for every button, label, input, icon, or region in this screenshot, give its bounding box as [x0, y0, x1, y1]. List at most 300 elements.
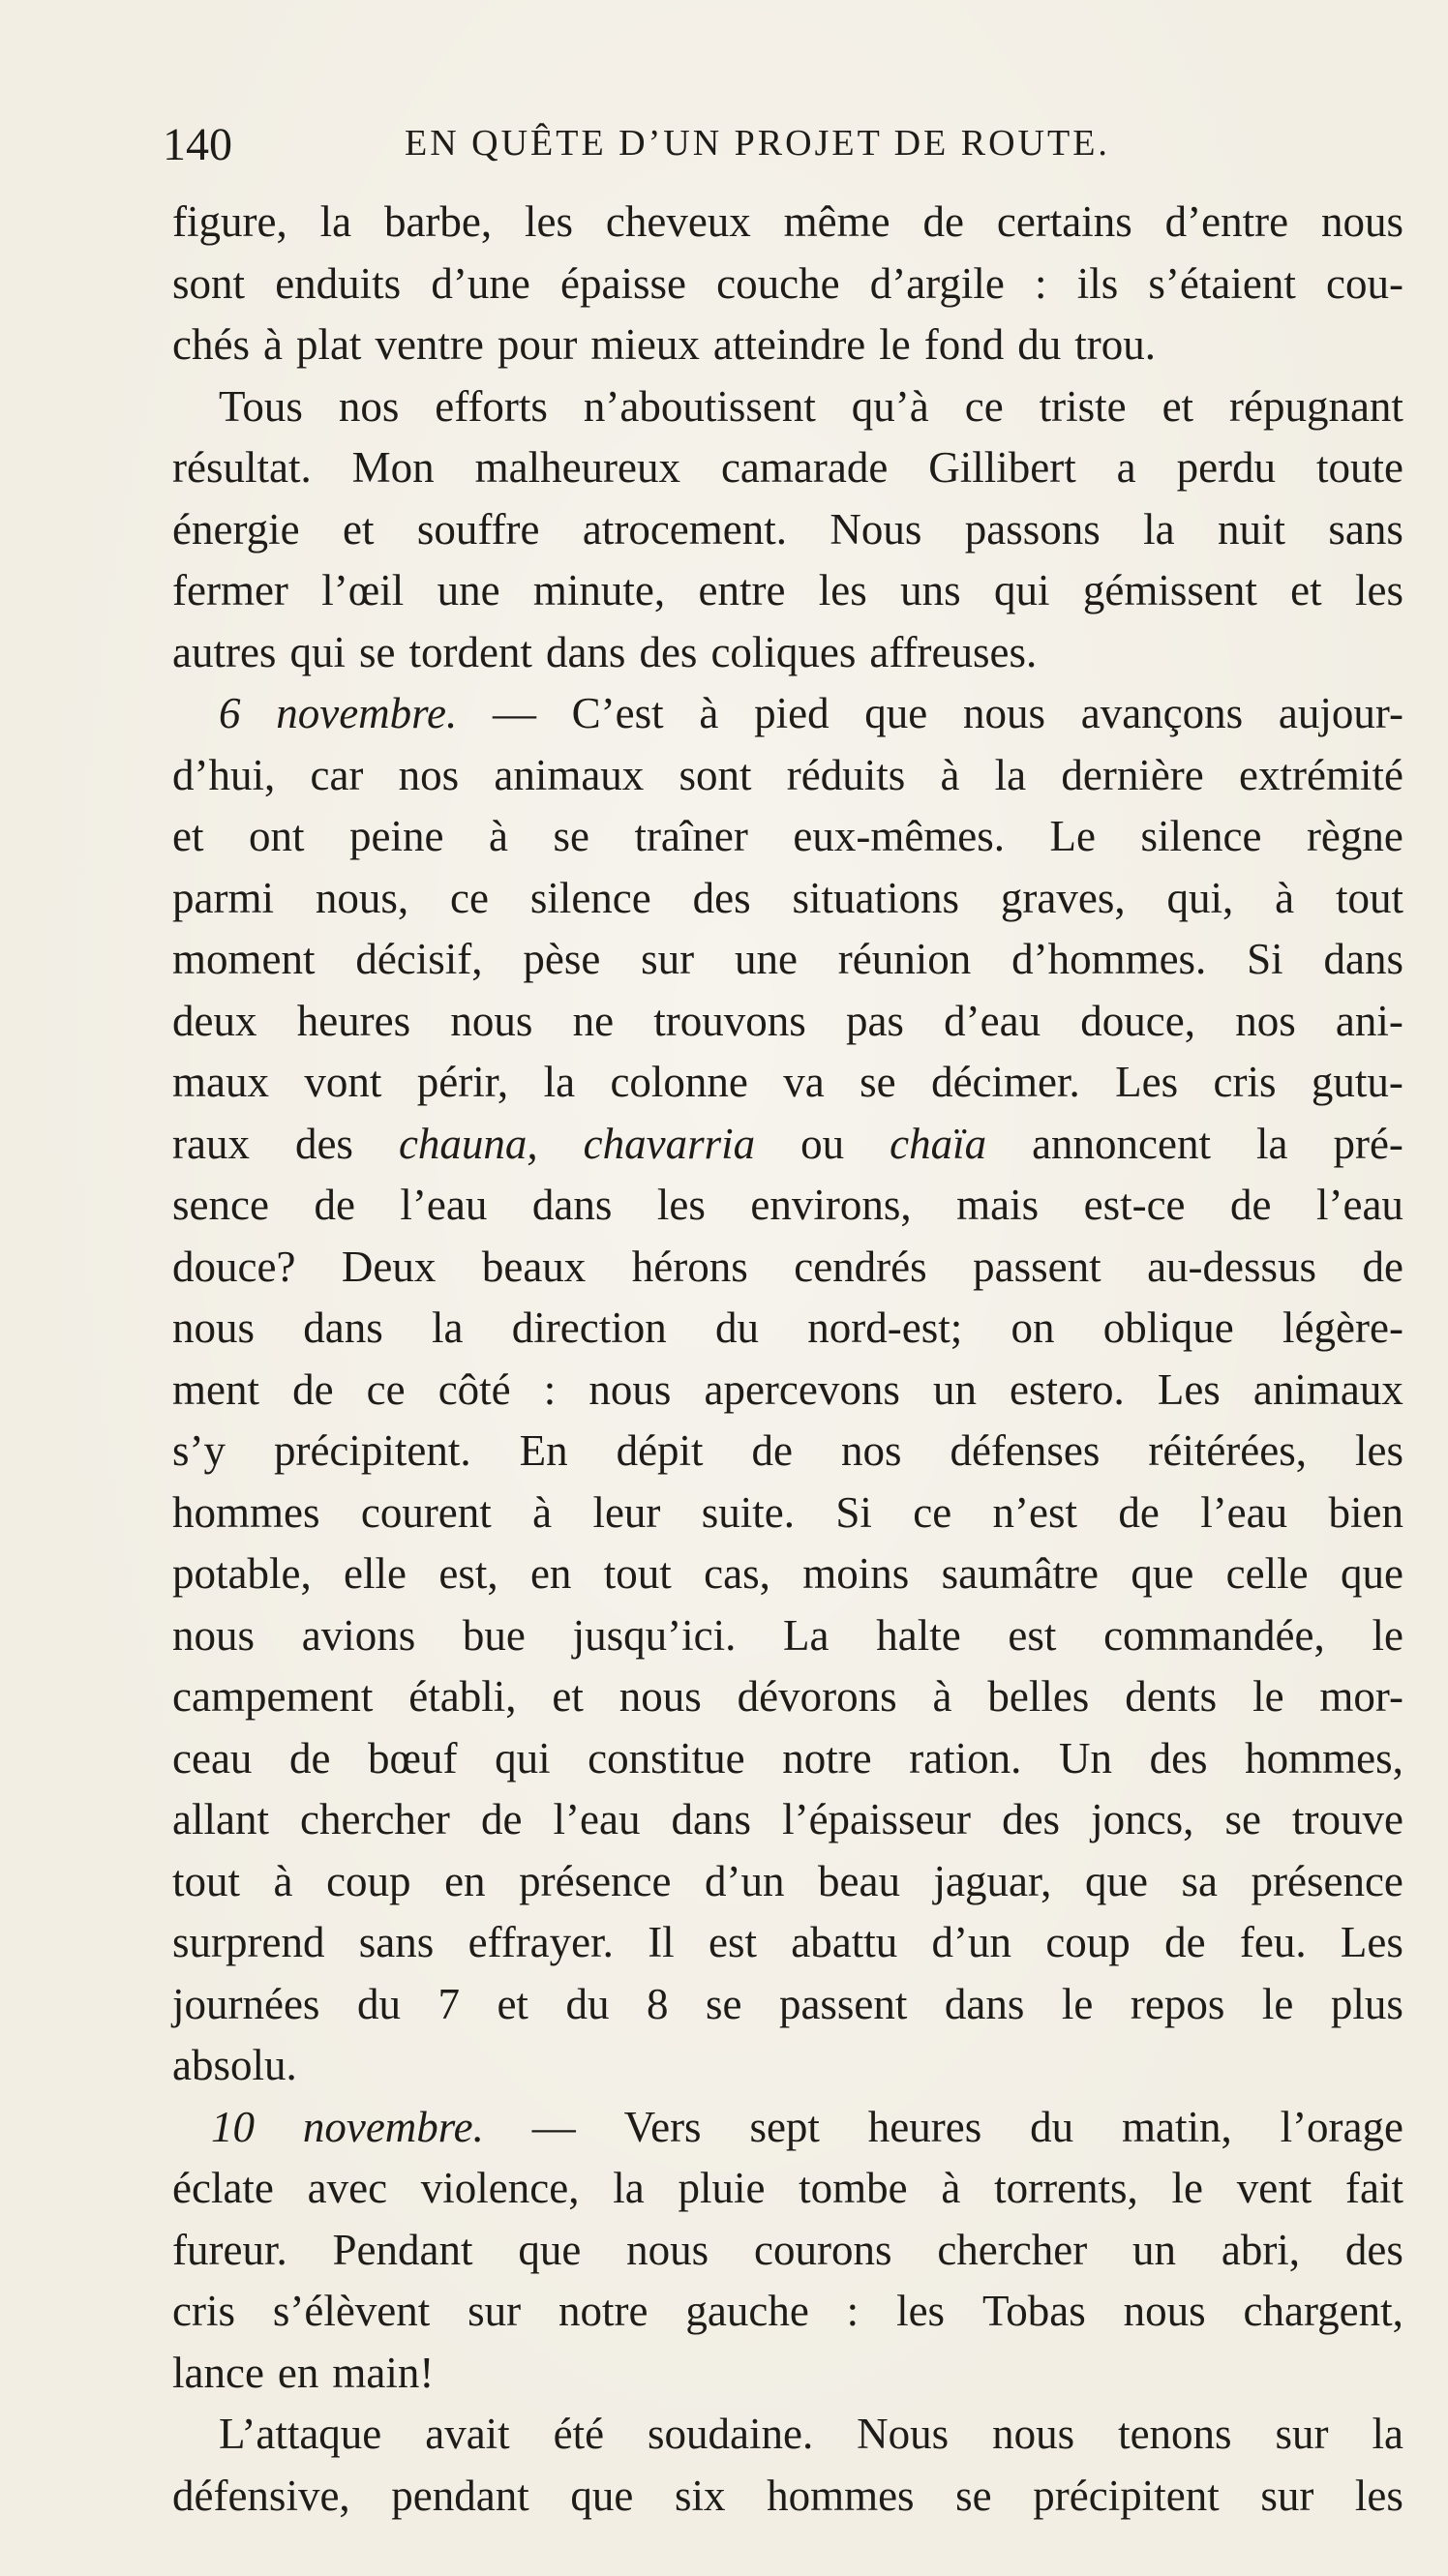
word: situations: [792, 873, 960, 922]
word: nous: [172, 1610, 256, 1660]
word: souffre: [416, 504, 540, 554]
word: épaisse: [560, 258, 686, 308]
word: passent: [778, 1979, 908, 2028]
word: couche: [716, 258, 840, 308]
word: nous,: [315, 873, 409, 922]
word: tordent: [408, 627, 532, 676]
word: soudaine.: [648, 2410, 814, 2458]
word: pied: [754, 689, 830, 737]
word: sont: [679, 750, 752, 799]
word: établi,: [408, 1672, 517, 1721]
word: notre: [782, 1733, 872, 1782]
word: du: [1030, 2102, 1074, 2151]
word: silence: [1140, 812, 1262, 860]
word: fond: [923, 320, 1005, 369]
word: qui: [495, 1733, 551, 1782]
word: se: [860, 1058, 896, 1106]
text-line: [172, 1052, 1403, 1114]
word: en: [277, 2348, 319, 2397]
word: dans: [944, 1979, 1025, 2028]
word: des: [1344, 2225, 1403, 2274]
word: oblique: [1102, 1303, 1234, 1352]
word: silence: [529, 873, 651, 922]
word: cendrés: [794, 1242, 927, 1291]
word: L’attaque: [219, 2410, 382, 2458]
word: animaux: [494, 750, 645, 799]
word: nous: [618, 1672, 702, 1721]
word: gémissent: [1082, 566, 1257, 614]
word: précipitent.: [273, 1426, 471, 1475]
word: du: [565, 1979, 610, 2028]
word: traîner: [634, 812, 748, 860]
word: pour: [497, 320, 578, 369]
word: environs,: [750, 1181, 912, 1229]
word: repos: [1130, 1979, 1225, 2028]
word: dans: [545, 627, 626, 676]
text-line: [172, 499, 1403, 561]
word: En: [519, 1426, 568, 1475]
word: un: [1132, 2225, 1177, 2274]
text-line: [172, 437, 1403, 499]
word: camarade: [720, 443, 889, 492]
word: réunion: [837, 935, 972, 983]
word: nos: [338, 381, 400, 431]
word: et: [552, 1672, 584, 1721]
word: elle: [344, 1549, 407, 1598]
word: gauche: [685, 2287, 809, 2335]
word: parmi: [172, 873, 274, 922]
word: nous: [992, 2410, 1075, 2458]
word: heures: [867, 2102, 982, 2151]
word: les: [525, 197, 573, 246]
word: estero.: [1010, 1364, 1125, 1414]
word: fureur.: [172, 2225, 287, 2274]
word: :: [846, 2287, 860, 2335]
word: leur: [592, 1487, 661, 1537]
word: que: [1084, 1856, 1148, 1905]
word: raux: [172, 1119, 250, 1168]
word: moment: [172, 935, 316, 983]
word: réitérées,: [1148, 1426, 1308, 1475]
word: que: [1340, 1549, 1403, 1598]
word: nous: [626, 2225, 709, 2274]
word: peine: [349, 812, 444, 860]
word: de: [1362, 1242, 1403, 1291]
word: tenons: [1118, 2410, 1232, 2458]
word: hommes: [767, 2471, 915, 2520]
word: nos: [1235, 996, 1296, 1045]
word: dévorons: [737, 1672, 897, 1721]
word: le: [1061, 1979, 1094, 2028]
word: minute,: [532, 566, 666, 614]
word: de: [922, 197, 964, 246]
word: :: [543, 1364, 557, 1414]
word: —: [531, 2102, 576, 2151]
text-line: [172, 2097, 1403, 2159]
word: fait: [1344, 2164, 1403, 2212]
word: l’orage: [1280, 2102, 1403, 2151]
word: entre: [698, 566, 786, 614]
word: chercher: [300, 1795, 450, 1843]
word: et: [1161, 381, 1194, 431]
word: avions: [301, 1610, 416, 1660]
word: dans: [671, 1795, 752, 1843]
word: vent: [1236, 2164, 1312, 2212]
word: effrayer.: [468, 1918, 614, 1966]
word: beaux: [481, 1242, 587, 1291]
text-line: [172, 1175, 1403, 1237]
word: réduits: [786, 750, 906, 799]
word: vont: [304, 1058, 382, 1106]
word: d’une: [431, 258, 530, 308]
text-line: [172, 1114, 1403, 1176]
word: de: [288, 1733, 331, 1782]
word: des: [639, 627, 698, 676]
word: trou.: [1074, 320, 1157, 369]
word: matin,: [1121, 2102, 1232, 2151]
word: sur: [641, 935, 695, 983]
word: hommes: [172, 1487, 320, 1537]
word: 7: [437, 1979, 460, 2028]
word: une: [437, 566, 500, 614]
word: certains: [996, 197, 1132, 246]
word: jusqu’ici.: [572, 1610, 737, 1660]
word: a: [1116, 443, 1136, 492]
word: enduits: [275, 258, 402, 308]
word: annoncent: [1032, 1119, 1211, 1168]
word: qu’à: [851, 381, 929, 431]
word: défenses: [950, 1426, 1101, 1475]
word: du: [715, 1303, 760, 1352]
page-number: 140: [163, 119, 232, 170]
word: même: [783, 197, 890, 246]
word: nous: [963, 689, 1046, 737]
word: périr,: [416, 1058, 509, 1106]
word: beau: [818, 1856, 900, 1905]
word: cas,: [704, 1549, 770, 1598]
word: à: [941, 2164, 961, 2212]
word: pendant: [391, 2471, 529, 2520]
text-line: [172, 2404, 1403, 2466]
word: douce?: [172, 1242, 296, 1291]
word: en: [529, 1549, 572, 1598]
word: que: [864, 689, 928, 737]
word: avec: [307, 2164, 388, 2212]
word: coup: [326, 1856, 411, 1905]
word: belles: [987, 1672, 1090, 1721]
word: toute: [1315, 443, 1403, 492]
word: apercevons: [704, 1364, 900, 1414]
word: tout: [1335, 873, 1403, 922]
word: d’hommes.: [1011, 935, 1207, 983]
word: l’eau: [400, 1181, 488, 1229]
text-line: [172, 560, 1403, 622]
word: dans: [531, 1181, 613, 1229]
word: présence: [1251, 1856, 1403, 1905]
word: Vers: [623, 2102, 702, 2151]
text-line: [172, 1974, 1403, 2036]
word: la: [1143, 504, 1175, 554]
word: côté: [437, 1364, 511, 1414]
word: n’est: [992, 1487, 1078, 1537]
text-line: [172, 2466, 1403, 2528]
word: que: [570, 2471, 634, 2520]
word: ce: [964, 381, 1004, 431]
word: surprend: [172, 1918, 325, 1966]
word: Nous: [857, 2410, 950, 2458]
word: Si: [1247, 935, 1283, 983]
word: précipitent: [1033, 2471, 1220, 2520]
word: main!: [332, 2348, 435, 2397]
word: et: [497, 1979, 528, 2028]
word: on: [1011, 1303, 1055, 1352]
word: constitue: [588, 1733, 745, 1782]
word: chaïa: [890, 1119, 987, 1168]
word: hérons: [631, 1242, 748, 1291]
word: joncs,: [1091, 1795, 1194, 1843]
word: perdu: [1176, 443, 1277, 492]
word: avait: [425, 2410, 510, 2458]
text-line: [172, 1360, 1403, 1422]
word: les: [1354, 1426, 1403, 1475]
word: est-ce: [1083, 1181, 1186, 1229]
word: qui: [289, 627, 346, 676]
word: Un: [1059, 1733, 1112, 1782]
word: de: [1230, 1181, 1272, 1229]
word: abri,: [1221, 2225, 1301, 2274]
word: éclate: [172, 2164, 274, 2212]
text-line: [172, 1789, 1403, 1851]
word: bue: [462, 1610, 526, 1660]
word: les: [1355, 566, 1403, 614]
word: d’un: [705, 1856, 785, 1905]
word: la: [1372, 2410, 1403, 2458]
word: va: [783, 1058, 825, 1106]
page-body: [172, 192, 1403, 2527]
word: allant: [172, 1795, 269, 1843]
word: car: [310, 750, 364, 799]
word: de: [480, 1795, 523, 1843]
word: Gillibert: [928, 443, 1076, 492]
text-line: [172, 2220, 1403, 2282]
word: d’argile: [869, 258, 1005, 308]
word: à: [532, 1487, 553, 1537]
word: Nous: [830, 504, 922, 554]
word: énergie: [172, 504, 300, 554]
word: deux: [172, 996, 257, 1045]
word: ce: [366, 1364, 406, 1414]
word: sur: [1275, 2410, 1329, 2458]
word: sept: [749, 2102, 820, 2151]
text-line: [172, 1237, 1403, 1299]
word: à: [1275, 873, 1295, 922]
word: et: [1290, 566, 1322, 614]
word: de: [1118, 1487, 1160, 1537]
word: légère-: [1282, 1303, 1403, 1352]
word: le: [1171, 2164, 1204, 2212]
word: à: [940, 750, 960, 799]
word: dépit: [616, 1426, 704, 1475]
word: moins: [802, 1549, 910, 1598]
word: sans: [1328, 504, 1403, 554]
word: cou-: [1326, 258, 1403, 308]
word: pas: [845, 996, 904, 1045]
word: ne: [572, 996, 615, 1045]
word: est,: [438, 1549, 498, 1598]
word: Il: [648, 1918, 675, 1966]
word: Les: [1115, 1058, 1179, 1106]
word: des: [294, 1119, 353, 1168]
word: :: [1035, 258, 1047, 308]
text-line: [172, 254, 1403, 315]
word: le: [1372, 1610, 1403, 1660]
word: graves,: [1000, 873, 1126, 922]
word: ou: [800, 1119, 845, 1168]
word: uns: [900, 566, 961, 614]
word: des: [1002, 1795, 1061, 1843]
word: hommes,: [1245, 1733, 1403, 1782]
word: la: [1255, 1119, 1288, 1168]
word: n’aboutissent: [583, 381, 816, 431]
word: que: [1131, 1549, 1194, 1598]
word: bœuf: [368, 1733, 458, 1782]
word: du: [1017, 320, 1062, 369]
word: nous: [450, 996, 533, 1045]
word: l’épaisseur: [782, 1795, 971, 1843]
word: eux-mêmes.: [793, 812, 1006, 860]
text-line: [172, 1666, 1403, 1728]
running-title: EN QUÊTE D’UN PROJET DE ROUTE.: [405, 123, 1110, 164]
word: à: [488, 812, 508, 860]
word: une: [734, 935, 798, 983]
word: C’est: [571, 689, 664, 737]
text-line: [172, 1912, 1403, 1974]
word: mor-: [1319, 1672, 1403, 1721]
word: chargent,: [1243, 2287, 1403, 2335]
word: sur: [468, 2287, 522, 2335]
word: La: [783, 1610, 830, 1660]
word: barbe,: [383, 197, 493, 246]
word: nos: [398, 750, 460, 799]
word: la: [543, 1058, 576, 1106]
word: passent: [973, 1242, 1101, 1291]
text-line: [172, 806, 1403, 868]
word: colonne: [610, 1058, 748, 1106]
word: la: [613, 2164, 645, 2212]
word: Si: [835, 1487, 872, 1537]
word: la: [432, 1303, 464, 1352]
word: autres: [172, 627, 277, 676]
text-line: [172, 991, 1403, 1053]
word: pluie: [678, 2164, 766, 2212]
word: des: [1149, 1733, 1208, 1782]
word: passons: [964, 504, 1101, 554]
word: le: [879, 320, 911, 369]
word: 10: [211, 2102, 255, 2151]
word: se: [553, 812, 589, 860]
word: dents: [1125, 1672, 1218, 1721]
text-line: [172, 622, 1403, 684]
word: 6: [219, 689, 241, 737]
word: se: [705, 1979, 742, 2028]
word: notre: [558, 2287, 649, 2335]
word: qui,: [1166, 873, 1234, 922]
word: à: [932, 1672, 952, 1721]
text-line: [172, 2158, 1403, 2220]
word: mieux: [590, 320, 700, 369]
word: Le: [1049, 812, 1096, 860]
word: ani-: [1335, 996, 1403, 1045]
word: tout: [172, 1856, 241, 1905]
word: dans: [303, 1303, 383, 1352]
word: cheveux: [605, 197, 751, 246]
text-line: [172, 745, 1403, 807]
word: coliques: [710, 627, 857, 676]
word: gutu-: [1311, 1058, 1403, 1106]
word: plat: [295, 320, 362, 369]
word: sa: [1181, 1856, 1218, 1905]
word: atteindre: [712, 320, 866, 369]
text-line: [172, 868, 1403, 930]
word: décimer.: [931, 1058, 1080, 1106]
word: six: [674, 2471, 726, 2520]
text-line: [172, 1728, 1403, 1790]
text-line: [172, 2035, 1403, 2097]
text-line: [172, 929, 1403, 991]
word: chés: [172, 320, 250, 369]
word: bien: [1328, 1487, 1403, 1537]
word: nuit: [1218, 504, 1286, 554]
word: tombe: [799, 2164, 908, 2212]
word: des: [692, 873, 751, 922]
word: ont: [248, 812, 305, 860]
text-line: [172, 315, 1403, 376]
word: les: [896, 2287, 946, 2335]
word: d’eau: [944, 996, 1041, 1045]
word: ce: [449, 873, 489, 922]
word: 8: [646, 1979, 669, 2028]
word: l’eau: [1316, 1181, 1403, 1229]
word: Tous: [219, 381, 303, 431]
text-line: [172, 1605, 1403, 1667]
word: violence,: [420, 2164, 580, 2212]
word: décisif,: [355, 935, 483, 983]
word: d’hui,: [172, 750, 276, 799]
word: répugnant: [1229, 381, 1403, 431]
word: commandée,: [1103, 1610, 1325, 1660]
word: qui: [993, 566, 1050, 614]
word: ce: [913, 1487, 952, 1537]
word: tout: [603, 1549, 672, 1598]
word: nous: [1320, 197, 1403, 246]
word: Les: [1157, 1364, 1221, 1414]
word: Tobas: [981, 2287, 1086, 2335]
word: Mon: [351, 443, 435, 492]
text-line: [172, 1421, 1403, 1483]
word: au-dessus: [1147, 1242, 1317, 1291]
word: coup: [1045, 1918, 1131, 1966]
word: atrocement.: [582, 504, 787, 554]
word: nos: [840, 1426, 902, 1475]
word: et: [172, 812, 204, 860]
word: Deux: [341, 1242, 437, 1291]
word: efforts: [435, 381, 548, 431]
word: pèse: [523, 935, 601, 983]
word: plus: [1330, 1979, 1403, 2028]
word: résultat.: [172, 443, 312, 492]
word: fermer: [172, 566, 288, 614]
text-line: [172, 1483, 1403, 1544]
